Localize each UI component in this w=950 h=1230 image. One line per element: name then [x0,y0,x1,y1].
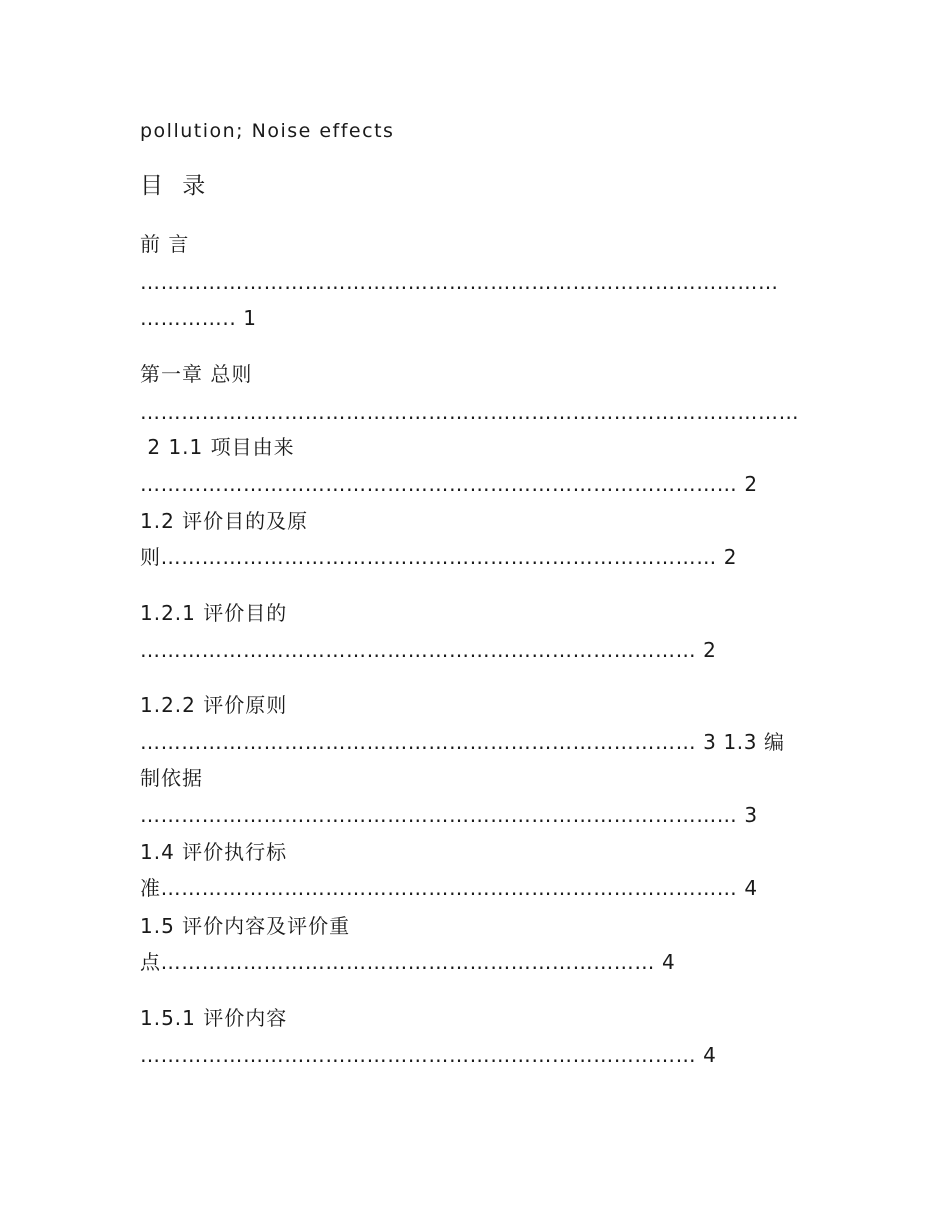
toc-entry-leader: 则……………………………………………………………………… 2 [140,545,738,569]
toc-entry-title: 1.2.1 评价目的 [140,601,288,625]
toc-entry-leader: …………………………………………………………………………… 2 [140,472,758,496]
keywords-tail: pollution; Noise effects [140,120,395,142]
toc-entry-title: 1.2.2 评价原则 [140,693,288,717]
toc-entry-title: 制依据 [140,766,203,790]
toc-heading: 目 录 [140,173,212,199]
toc-entry-title: 2 1.1 项目由来 [140,435,295,459]
toc-entry-title: 1.2 评价目的及原 [140,509,309,533]
toc-entry-title: 1.5 评价内容及评价重 [140,914,351,938]
toc-entry-leader: ……………………………………………………………………… 2 [140,638,717,662]
toc-entry-leader: ………….. 1 [140,306,257,330]
toc-entry-leader: …………………………………………………………………………………… [140,400,800,424]
toc-entry-leader: …………………………………………………………………………… 3 [140,803,758,827]
toc-entry-title: 第一章 总则 [140,362,253,386]
toc-entry-leader: ………………………………………………………………………………… [140,270,779,294]
toc-entry-leader: ……………………………………………………………………… 4 [140,1043,717,1067]
toc-entry-leader: 准………………………………………………………………………… 4 [140,876,758,900]
toc-entry-title: 前 言 [140,232,190,256]
toc-entry-title: 1.5.1 评价内容 [140,1006,288,1030]
toc-entry-title: 1.4 评价执行标 [140,840,288,864]
toc-entry-leader: ……………………………………………………………………… 3 1.3 编 [140,730,785,754]
toc-entry-leader: 点……………………………………………………………… 4 [140,950,676,974]
